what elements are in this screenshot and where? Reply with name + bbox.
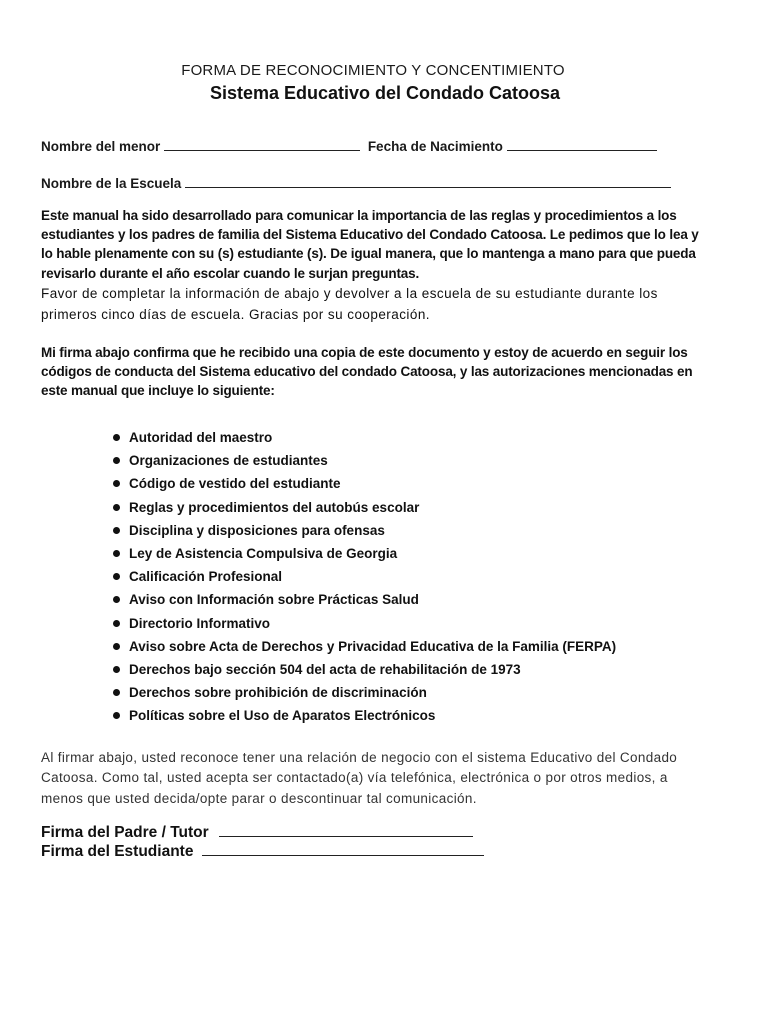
minor-name-field bbox=[41, 137, 657, 154]
form-title: FORMA DE RECONOCIMIENTO Y CONCENTIMIENTO bbox=[181, 62, 565, 79]
parent-signature-label: Firma del Padre / Tutor bbox=[41, 824, 209, 841]
bullet-icon bbox=[113, 643, 120, 650]
policy-item-text: Disciplina y disposiciones para ofensas bbox=[129, 522, 385, 538]
bullet-icon bbox=[113, 480, 120, 487]
bullet-icon bbox=[113, 504, 120, 511]
bullet-icon bbox=[113, 596, 120, 603]
policy-item-text: Ley de Asistencia Compulsiva de Georgia bbox=[129, 545, 398, 561]
policy-item-text: Aviso sobre Acta de Derechos y Privacidad Educativa de la Familia (FERPA) bbox=[129, 638, 617, 654]
student-signature-label: Firma del Estudiante bbox=[41, 843, 194, 860]
bullet-icon bbox=[113, 712, 120, 719]
school-name-label: Nombre de la Escuela bbox=[41, 176, 182, 191]
birth-date-blank[interactable] bbox=[507, 137, 657, 151]
policy-list-item bbox=[110, 449, 616, 472]
school-name-blank[interactable] bbox=[185, 174, 671, 188]
intro-bold-text: Este manual ha sido desarrollado para comunicar la importancia de las reglas y procedimientos a los estudiantes y los padres de familia del Sistema Educativo del Condado Catoosa. Le pedimos que lo lea y lo hable plenamente con su (s) estudiante (s). De igual manera, que lo mantenga a mano para que pueda revisarlo durante el año escolar cuando le surjan preguntas. bbox=[41, 208, 699, 281]
policy-list-item bbox=[110, 472, 616, 495]
policy-item-text: Derechos bajo sección 504 del acta de rehabilitación de 1973 bbox=[129, 661, 521, 677]
policy-item-text: Autoridad del maestro bbox=[129, 430, 273, 445]
confirmation-paragraph: Mi firma abajo confirma que he recibido una copia de este documento y estoy de acuerdo en seguir los códigos de conducta del Sistema educativo del condado Catoosa, y las autorizaciones mencionadas en este manual que incluye lo siguiente: bbox=[41, 345, 693, 399]
intro-normal-text: Favor de completar la información de abajo y devolver a la escuela de su estudiante durante los primeros cinco días de escuela. Gracias por su cooperación. bbox=[41, 285, 658, 322]
policy-item-text: Calificación Profesional bbox=[129, 569, 283, 585]
policy-list bbox=[110, 426, 616, 727]
minor-name-label: Nombre del menor bbox=[41, 139, 161, 154]
policy-list-item bbox=[110, 542, 616, 565]
minor-name-blank[interactable] bbox=[164, 137, 360, 151]
bullet-icon bbox=[113, 666, 120, 673]
student-signature-blank[interactable] bbox=[202, 842, 484, 856]
bullet-icon bbox=[113, 550, 120, 557]
intro-paragraph bbox=[41, 206, 711, 325]
form-subtitle: Sistema Educativo del Condado Catoosa bbox=[209, 83, 561, 103]
policy-list-item bbox=[110, 588, 616, 611]
policy-item-text: Organizaciones de estudiantes bbox=[129, 453, 328, 469]
policy-item-text: Políticas sobre el Uso de Aparatos Electrónicos bbox=[129, 708, 436, 724]
policy-list-item bbox=[110, 496, 616, 519]
policy-list-item bbox=[110, 635, 616, 658]
policy-list-item bbox=[110, 612, 616, 635]
policy-list-item bbox=[110, 658, 616, 681]
policy-list-item bbox=[110, 565, 616, 588]
policy-item-text: Directorio Informativo bbox=[129, 615, 271, 631]
birth-date-label: Fecha de Nacimiento bbox=[367, 139, 503, 154]
bullet-icon bbox=[113, 573, 120, 580]
bullet-icon bbox=[113, 620, 120, 627]
parent-signature-blank[interactable] bbox=[219, 823, 473, 837]
school-name-field bbox=[41, 174, 671, 191]
policy-list-item bbox=[110, 681, 616, 704]
parent-signature-line bbox=[41, 823, 473, 842]
policy-list-item bbox=[110, 704, 616, 727]
bullet-icon bbox=[113, 457, 120, 464]
policy-item-text: Derechos sobre prohibición de discriminación bbox=[129, 685, 427, 701]
bullet-icon bbox=[113, 527, 120, 534]
bullet-icon bbox=[113, 689, 120, 696]
policy-list-item bbox=[110, 426, 616, 449]
bullet-icon bbox=[113, 434, 120, 441]
policy-item-text: Aviso con Información sobre Prácticas Salud bbox=[129, 592, 419, 608]
consent-paragraph: Al firmar abajo, usted reconoce tener una relación de negocio con el sistema Educativo del Condado Catoosa. Como tal, usted acepta ser contactado(a) vía telefónica, electrónica o por otros medios, a menos que usted decida/opte parar o descontinuar tal comunicación. bbox=[41, 750, 678, 806]
student-signature-line bbox=[41, 842, 484, 861]
policy-item-text: Reglas y procedimientos del autobús escolar bbox=[129, 499, 420, 515]
policy-list-item bbox=[110, 519, 616, 542]
policy-item-text: Código de vestido del estudiante bbox=[129, 476, 341, 492]
